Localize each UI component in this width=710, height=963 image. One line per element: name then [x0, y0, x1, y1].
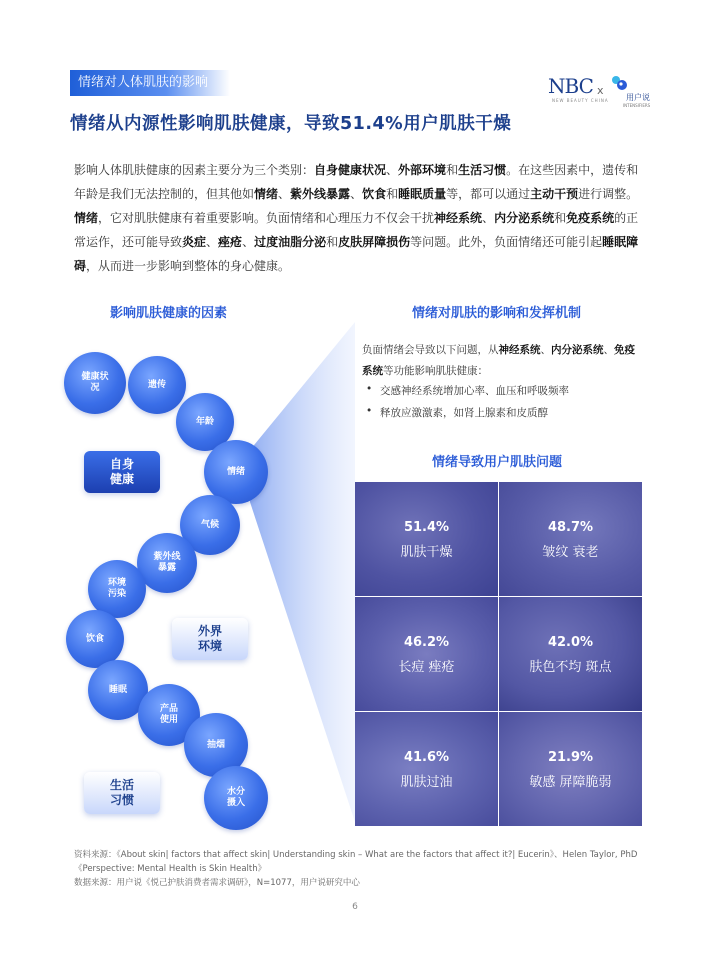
problem-tile: 48.7% 皱纹 衰老: [499, 482, 642, 596]
nbc-logo: NBC: [548, 74, 593, 98]
literature-source: 资料来源：《About skin| factors that affect skin| Understanding skin – What are the factors that affect it?| Eucerin》、Helen Taylor, PhD 《Perspective: Mental Health is Skin Health》: [74, 850, 638, 874]
intro-paragraph: 影响人体肌肤健康的因素主要分为三个类别：自身健康状况、外部环境和生活习惯。在这些因素中，遗传和年龄是我们无法控制的，但其他如情绪、紫外线暴露、饮食和睡眠质量等，都可以通过主动干预进行调整。情绪，它对肌肤健康有着重要影响。负面情绪和心理压力不仅会干扰神经系统、内分泌系统和免疫系统的正常运作，还可能导致炎症、痤疮、过度油脂分泌和皮肤屏障损伤等问题。此外，负面情绪还可能引起睡眠障碍，从而进一步影响到整体的身心健康。: [74, 163, 639, 273]
mechanism-section-title: 情绪对肌肤的影响和发挥机制: [412, 306, 582, 321]
mechanism-bullet: • 释放应激激素，如肾上腺素和皮质醇: [366, 405, 636, 420]
bubble-sleep: 睡眠: [88, 660, 148, 720]
user-say-logo-icon: [610, 74, 628, 92]
user-say-logo-en: INTENSIFIERS: [623, 103, 651, 108]
section-tag: 情绪对人体肌肤的影响: [70, 70, 230, 96]
nbc-logo-subtitle: NEW BEAUTY CHINA: [552, 98, 609, 103]
problems-section-title: 情绪导致用户肌肤问题: [432, 455, 563, 470]
category-external-environment: 外界环境: [172, 618, 248, 660]
mechanism-text: 负面情绪会导致以下问题，从神经系统、内分泌系统、免疫系统等功能影响肌肤健康：: [362, 344, 635, 377]
bubble-uv-exposure: 紫外线暴露: [137, 533, 197, 593]
problem-tile: 46.2% 长痘 痤疮: [355, 597, 498, 711]
bubble-climate: 气候: [180, 495, 240, 555]
problem-tile: 41.6% 肌肤过油: [355, 712, 498, 826]
focus-beam: [240, 322, 360, 822]
bubble-health-status: 健康状况: [64, 352, 126, 414]
user-say-logo-text: 用户说: [626, 93, 650, 102]
bubble-emotion: 情绪: [204, 440, 268, 504]
bubble-smoking: 抽烟: [184, 713, 248, 777]
problem-tile: 21.9% 敏感 屏障脆弱: [499, 712, 642, 826]
bubble-product-use: 产品使用: [138, 684, 200, 746]
bubble-age: 年龄: [176, 393, 234, 451]
data-source: 数据来源：用户说《悦己护肤消费者需求调研》，N=1077，用户说研究中心: [74, 878, 360, 888]
problem-tile: 42.0% 肤色不均 斑点: [499, 597, 642, 711]
page-number: 6: [352, 902, 358, 912]
problem-tile: 51.4% 肌肤干燥: [355, 482, 498, 596]
bubble-diet: 饮食: [66, 610, 124, 668]
mechanism-bullet: • 交感神经系统增加心率、血压和呼吸频率: [366, 383, 636, 398]
bubble-genetics: 遗传: [128, 356, 186, 414]
page-title: 情绪从内源性影响肌肤健康，导致51.4%用户肌肤干燥: [70, 114, 512, 134]
category-lifestyle: 生活习惯: [84, 772, 160, 814]
factors-section-title: 影响肌肤健康的因素: [110, 306, 228, 321]
sources-footnote: [74, 848, 644, 890]
category-self-health: 自身健康: [84, 451, 160, 493]
bubble-water-intake: 水分摄入: [204, 766, 268, 830]
logo-separator: x: [597, 84, 604, 97]
bubble-pollution: 环境污染: [88, 560, 146, 618]
